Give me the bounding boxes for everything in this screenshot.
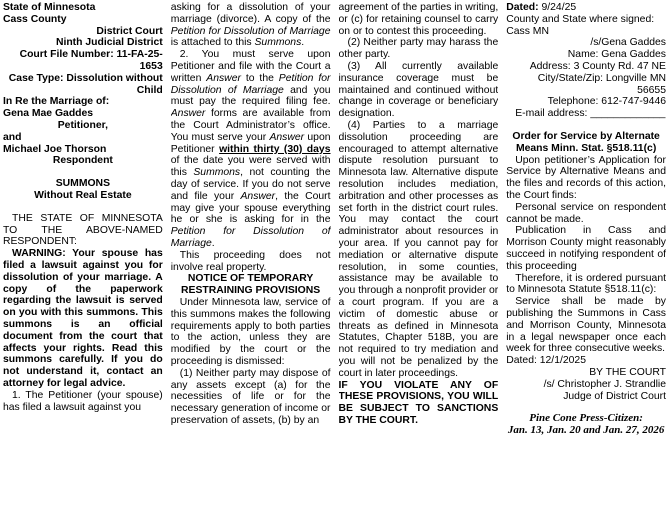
restraining-intro [171, 297, 331, 368]
notice-column-4 [506, 2, 666, 518]
text-run: Publication in Cass and Morrison County might reasonably succeed in notifying respondent of this proceeding [506, 225, 666, 272]
order-dated-line [506, 355, 666, 367]
text-run: (1) Neither party may dispose of any assets except (a) for the necessities of life or for the necessary generation of income or preservation of assets, (b) by an [170, 367, 331, 426]
text-run: . [301, 37, 305, 49]
file-number-line [3, 49, 163, 73]
text-run: Address: 3 County Rd. 47 NE [529, 60, 666, 72]
provision-1 [171, 368, 331, 427]
text-run: WARNING: Your spouse has filed a lawsuit against you for dissolution of your marriage. A copy of the paperwork regarding the lawsuit is served on you with this summons. This summons is an official document from the court that affects your rights. Read this summons carefully. If you do not understand it, contact an attorney for legal advice. [3, 248, 163, 389]
text-run: IF YOU VIOLATE ANY OF THESE PROVISIONS, YOU WILL BE SUBJECT TO SANCTIONS BY THE COURT. [338, 379, 499, 426]
text-run: In Re the Marriage of: [3, 96, 110, 108]
text-run: THE STATE OF MINNESOTA TO THE ABOVE-NAMED RESPONDENT: [3, 212, 163, 248]
text-run: SUMMONS [55, 178, 110, 190]
text-run: Answer [240, 190, 276, 202]
signed-location-line [506, 14, 666, 38]
text-run: to the [240, 72, 279, 84]
case-type-line [3, 73, 163, 97]
text-run: Summons [254, 37, 302, 49]
text-run: NOTICE OF TEMPORARY RESTRAINING PROVISIONS [181, 273, 321, 297]
publication-citation [506, 413, 666, 437]
text-run: City/State/Zip: Longville MN 56655 [537, 72, 666, 96]
text-run: within thirty (30) days [219, 143, 331, 155]
text-run: /s/ Christopher J. Strandlie [543, 378, 666, 390]
text-run: 1653 [139, 60, 163, 72]
in-re-line [3, 96, 163, 108]
text-run: . [211, 237, 215, 249]
provision-4 [339, 120, 499, 380]
text-run: Respondent [52, 155, 113, 167]
county-line [3, 14, 163, 26]
text-run: Gena Mae Gaddes [3, 108, 94, 120]
text-run: Answer [269, 131, 305, 143]
restraining-heading [171, 273, 331, 297]
respondent-label [3, 155, 163, 167]
text-run: and [3, 131, 22, 143]
text-run: Personal service on respondent cannot be made. [506, 201, 666, 225]
text-run: County and State where signed: [506, 13, 655, 25]
text-run: upon Petitioner [170, 131, 331, 155]
text-run: Child [136, 84, 163, 96]
text-run: BY THE COURT [589, 366, 666, 378]
provision-3 [339, 61, 499, 120]
text-run: is attached to this [170, 37, 255, 49]
text-run: Without Real Estate [34, 189, 132, 201]
text-run: Court File Number: 11-FA-25- [19, 49, 163, 61]
text-run: State of Minnesota [3, 2, 96, 13]
provision-1-continued [339, 2, 499, 37]
text-run: asking for a dissolution of your marriage (divorce). A copy of the [170, 2, 331, 25]
text-run: Upon petitioner’s Application for Service by Alternative Means and the files and records of this action, the Court finds: [506, 154, 666, 201]
judge-signature [506, 379, 666, 391]
notice-column-3 [339, 2, 499, 518]
order-heading [506, 131, 666, 155]
petitioner-signature [506, 37, 666, 49]
petitioner-name [3, 108, 163, 120]
text-run: Cass MN [506, 25, 549, 37]
signature-city-state-zip [506, 73, 666, 97]
text-run: (2) Neither party may harass the other party. [338, 37, 499, 61]
text-run: 9/24/25 [538, 2, 577, 13]
text-run: Petition for Dissolution of Marriage [170, 72, 331, 96]
order-therefore [506, 273, 666, 297]
finding-publication [506, 225, 666, 272]
district-line [3, 37, 163, 49]
signature-address [506, 61, 666, 73]
order-intro [506, 155, 666, 202]
signature-telephone [506, 96, 666, 108]
violation-warning [339, 380, 499, 427]
text-run: Dated: [506, 2, 539, 13]
text-run: , not counting the day of service. If you do not serve and file your [170, 167, 331, 202]
state-line [3, 2, 163, 14]
text-run: Petitioner, [57, 119, 108, 131]
text-run: Petition for Dissolution of Marriage [170, 25, 331, 37]
text-run: District Court [96, 25, 163, 37]
text-run: 1. The Petitioner (your spouse) has filed a lawsuit against you [3, 389, 163, 413]
text-run: Answer [206, 72, 241, 84]
text-run: 2. You must serve upon Petitioner and file with the Court a written [170, 49, 331, 84]
text-run: Order for Service by Alternate Means Minn. Stat. §518.11(c) [512, 130, 660, 154]
text-run: Telephone: 612-747-9446 [547, 96, 666, 108]
finding-personal-service [506, 202, 666, 226]
text-run: Service shall be made by publishing the Summons in Cass and Morrison County, Minnesota in a legal newspaper once each week for three consecutive weeks. [506, 296, 666, 355]
text-run: Summons [193, 167, 241, 179]
text-run: Petition for Dissolution of Marriage [170, 226, 331, 249]
text-run: (3) All currently available insurance coverage must be maintained and continued without change in coverage or beneficiary designation. [338, 60, 499, 120]
signature-name [506, 49, 666, 61]
real-property-paragraph [171, 250, 331, 274]
text-run: E-mail address: _____________ [515, 108, 666, 120]
text-run: and you must pay the required filing fee. [170, 84, 331, 108]
order-service [506, 296, 666, 355]
item-2-paragraph [171, 49, 331, 250]
text-run: Judge of District Court [563, 390, 666, 402]
text-run: /s/Gena Gaddes [590, 37, 666, 49]
notice-column-1 [3, 2, 163, 518]
text-run: agreement of the parties in writing, or (c) for retaining counsel to carry on or to contest this proceeding. [338, 2, 499, 37]
signature-email [506, 108, 666, 120]
text-run: This proceeding does not involve real property. [170, 249, 331, 273]
text-run: Michael Joe Thorson [3, 143, 107, 155]
text-run: (4) Parties to a marriage dissolution proceeding are encouraged to attempt alternative dispute resolution pursuant to Minnesota law. Alternative dispute resolution includes mediation, arbitration and other processes as set forth in the district court rules. You may contact the court administrator about resources in your area. If you cannot pay for mediation or alternative dispute resolution, in some counties, assistance may be available to you through a nonprofit provider or a court program. If you are a victim of domestic abuse or threats as defined in Minnesota Statutes, Chapter 518B, you are not required to try mediation and you will not be penalized by the court in later proceedings. [338, 119, 499, 379]
text-run: Jan. 13, Jan. 20 and Jan. 27, 2026 [507, 424, 665, 437]
respondent-name [3, 144, 163, 156]
text-run: Name: Gena Gaddes [567, 49, 666, 61]
text-run: Answer [170, 108, 206, 120]
text-run: forms are available from the Court Administrator’s office. You must serve your [170, 108, 331, 143]
text-run: Dated: 12/1/2025 [506, 355, 586, 367]
text-run: Pine Cone Press-Citizen: [529, 412, 643, 425]
warning-paragraph [3, 248, 163, 390]
text-run: Under Minnesota law, service of this summons makes the following requirements apply to both parties to the action, unless they are modified by the court or the proceeding is dismissed: [170, 296, 331, 367]
notice-column-2 [171, 2, 331, 518]
addressee-paragraph [3, 213, 163, 248]
summons-subtitle [3, 190, 163, 202]
text-run: of the date you were served with this [170, 155, 331, 179]
judge-title [506, 391, 666, 403]
dated-line [506, 2, 666, 14]
petitioner-label [3, 120, 163, 132]
and-line [3, 132, 163, 144]
provision-2 [339, 37, 499, 61]
by-the-court-line [506, 367, 666, 379]
item-1-continued [171, 2, 331, 49]
text-run: Cass County [3, 13, 67, 25]
text-run: Case Type: Dissolution without [8, 72, 163, 84]
text-run: , the Court may give your spouse everything he or she is asking for in the [170, 190, 331, 226]
item-1-paragraph [3, 390, 163, 414]
summons-title [3, 178, 163, 190]
text-run: Therefore, it is ordered pursuant to Minnesota Statute §518.11(c): [506, 272, 666, 296]
court-line [3, 26, 163, 38]
text-run: Ninth Judicial District [55, 37, 163, 49]
